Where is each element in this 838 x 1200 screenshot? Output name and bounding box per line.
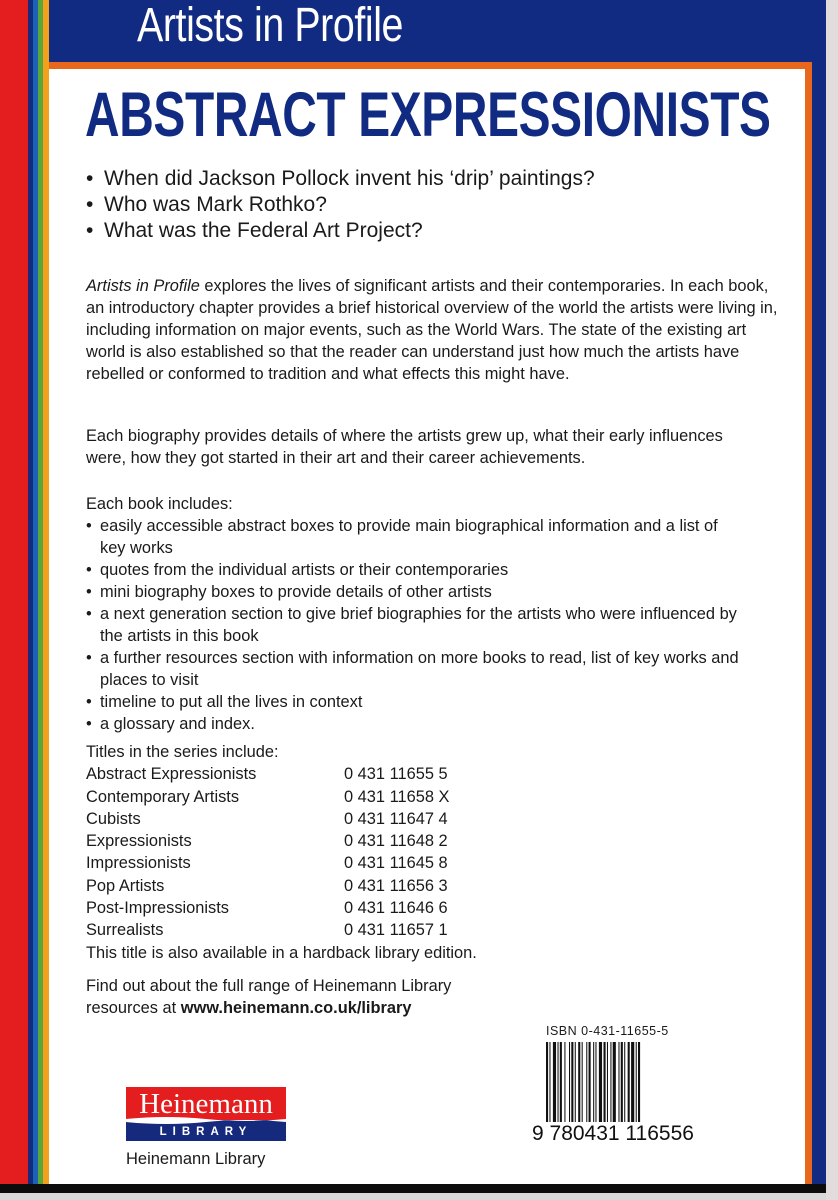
amber-stripe [43, 0, 49, 1184]
series-title-isbn: 0 431 11657 1 [344, 921, 448, 940]
series-title-isbn: 0 431 11648 2 [344, 832, 448, 851]
barcode-bar [564, 1042, 565, 1130]
barcode-bar [624, 1042, 625, 1130]
series-title-isbn: 0 431 11646 6 [344, 899, 448, 918]
feature-item: • mini biography boxes to provide details of other artists [86, 581, 746, 603]
feature-item: • a glossary and index. [86, 713, 746, 735]
book-shadow [0, 1184, 826, 1193]
website-link[interactable]: www.heinemann.co.uk/library [180, 999, 412, 1017]
series-title-row [86, 875, 449, 897]
series-title-row [86, 852, 449, 874]
series-title-isbn: 0 431 11658 X [344, 787, 450, 806]
barcode-bar [607, 1042, 608, 1130]
question-text: Who was Mark Rothko? [104, 193, 327, 216]
series-title-isbn: 0 431 11655 5 [344, 765, 448, 784]
barcode-bar [613, 1042, 616, 1130]
publisher-name: Heinemann Library [126, 1150, 266, 1168]
page-edge [826, 0, 838, 1200]
logo-heinemann-text: Heinemann [126, 1087, 286, 1125]
find-out-paragraph [86, 975, 506, 1019]
barcode-bar [558, 1042, 559, 1130]
series-title-name: Expressionists [86, 832, 192, 851]
barcode-bar [604, 1042, 606, 1130]
logo-wave [126, 1115, 286, 1127]
intro-paragraph [86, 275, 786, 385]
red-spine-band [0, 0, 28, 1184]
barcode-bar [553, 1042, 556, 1130]
series-title-name: Abstract Expressionists [86, 765, 257, 784]
question-text: When did Jackson Pollock invent his ‘drip’ paintings? [104, 167, 595, 190]
series-title-row [86, 897, 449, 919]
series-title-row [86, 786, 449, 808]
bullet-icon: • [86, 219, 94, 242]
blue-border-right [812, 0, 826, 1184]
bullet-icon: • [86, 167, 94, 190]
barcode-bar [628, 1042, 630, 1130]
find-out-text: Find out about the full range of Heinemann Library resources at [86, 977, 452, 1017]
series-title-name: Contemporary Artists [86, 787, 240, 806]
series-title: Artists in Profile [137, 0, 404, 52]
barcode-digits [531, 1122, 695, 1146]
barcode-bar [631, 1042, 634, 1130]
barcode-digits-text: 9 780431 116556 [532, 1122, 694, 1145]
barcode-bar [621, 1042, 623, 1130]
series-title-isbn: 0 431 11645 8 [344, 854, 448, 873]
barcode-bar [571, 1042, 573, 1130]
series-titles-table [86, 763, 449, 941]
series-title-isbn: 0 431 11647 4 [344, 809, 448, 828]
question-item [86, 166, 786, 192]
orange-border-top [49, 62, 826, 69]
barcode-bar [599, 1042, 602, 1130]
barcode-bar [593, 1042, 594, 1130]
barcode-bar [636, 1042, 637, 1130]
includes-heading: Each book includes: [86, 495, 233, 513]
feature-item: • quotes from the individual artists or their contemporaries [86, 559, 746, 581]
series-title-name: Surrealists [86, 921, 164, 940]
biography-paragraph: Each biography provides details of where the artists grew up, what their early influences were, how they got started in their art and their career achievements. [86, 427, 723, 467]
book-title: ABSTRACT EXPRESSIONISTS [85, 80, 771, 150]
series-header-band [49, 0, 826, 62]
heinemann-library-logo [126, 1087, 286, 1143]
orange-border-right [805, 62, 812, 1184]
includes-section [86, 493, 746, 735]
barcode-bar [569, 1042, 570, 1130]
features-list [86, 515, 746, 735]
barcode-bar [589, 1042, 591, 1130]
series-title-name: Impressionists [86, 854, 191, 873]
question-item [86, 192, 786, 218]
barcode-bar [618, 1042, 619, 1130]
logo-library-text: LIBRARY [126, 1120, 286, 1141]
barcode-bar [586, 1042, 587, 1130]
feature-item: • easily accessible abstract boxes to provide main biographical information and a list of key works [86, 515, 746, 559]
hardback-note: This title is also available in a hardback library edition. [86, 943, 477, 962]
series-title-row [86, 830, 449, 852]
series-title-isbn: 0 431 11656 3 [344, 876, 448, 895]
series-title-row [86, 763, 449, 785]
series-titles-section [86, 741, 786, 964]
barcode-bar [575, 1042, 576, 1130]
feature-item: • timeline to put all the lives in context [86, 691, 746, 713]
question-list [86, 166, 786, 244]
series-heading: Titles in the series include: [86, 743, 279, 761]
series-name-italic: Artists in Profile [86, 277, 200, 295]
intro-text: explores the lives of significant artists and their contemporaries. In each book, an introductory chapter provides a brief historical overview of the world the artists were living in, including information on major events, such as the World Wars. The state of the existing art world is also established so that the reader can understand just how much the artists have rebelled or conformed to tradition and what effects this might have. [86, 277, 778, 383]
barcode-bar [582, 1042, 583, 1130]
bullet-icon: • [86, 193, 94, 216]
series-title-row [86, 919, 449, 941]
series-title-name: Post-Impressionists [86, 899, 230, 918]
barcode-bar [578, 1042, 580, 1130]
series-title-name: Pop Artists [86, 876, 165, 895]
isbn-label: ISBN 0-431-11655-5 [546, 1024, 669, 1038]
question-item [86, 218, 786, 244]
series-title-row [86, 808, 449, 830]
feature-item: • a further resources section with information on more books to read, list of key works and places to visit [86, 647, 746, 691]
barcode-bar [610, 1042, 611, 1130]
feature-item: • a next generation section to give brief biographies for the artists who were influenced by the artists in this book [86, 603, 746, 647]
series-title-name: Cubists [86, 809, 141, 828]
barcode-bar [560, 1042, 562, 1130]
question-text: What was the Federal Art Project? [104, 219, 423, 242]
